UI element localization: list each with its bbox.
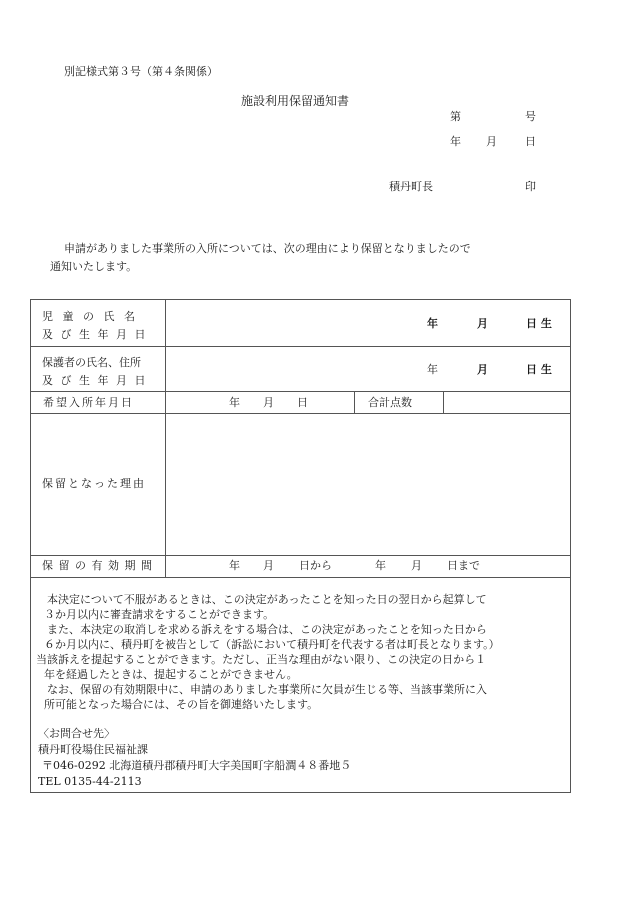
- period-start-day: 日から: [299, 559, 332, 572]
- table-rule: [30, 391, 571, 392]
- period-start-year: 年: [229, 559, 240, 572]
- doc-number-suffix: 号: [525, 110, 536, 123]
- desired-date-label: 希望入所年月日: [43, 396, 134, 409]
- total-score-label: 合計点数: [368, 396, 412, 409]
- child-birth-year: 年: [427, 317, 438, 330]
- reason-label: 保留となった理由: [42, 477, 146, 490]
- issuer-seal: 印: [525, 180, 536, 193]
- table-divider: [443, 391, 444, 413]
- notice-line: ６か月以内に、積丹町を被告として（訴訟において積丹町を代表する者は町長となります。）: [44, 638, 500, 651]
- guardian-birth-day: 日 生: [526, 363, 552, 376]
- table-divider: [165, 299, 166, 577]
- date-month: 月: [486, 135, 497, 148]
- notice-line: ３か月以内に審査請求をすることができます。: [44, 608, 275, 621]
- intro-line-1: 申請がありました事業所の入所については、次の理由により保留となりましたので: [64, 242, 471, 255]
- guardian-birth-year: 年: [427, 363, 438, 376]
- period-end-month: 月: [411, 559, 422, 572]
- child-birth-month: 月: [477, 317, 488, 330]
- contact-block: [38, 726, 351, 790]
- table-rule: [30, 577, 571, 578]
- notice-line: また、本決定の取消しを求める訴えをする場合は、この決定があったことを知った日から: [36, 623, 487, 636]
- table-rule: [30, 346, 571, 347]
- notice-line: なお、保留の有効期限中に、申請のありました事業所に欠員が生じる等、当該事業所に入: [36, 683, 487, 696]
- contact-department: 積丹町役場住民福祉課: [38, 743, 148, 756]
- guardian-birth-month: 月: [477, 363, 488, 376]
- contact-address: 〒046-0292 北海道積丹郡積丹町大字美国町字船澗４８番地５: [42, 759, 352, 772]
- notice-line: 年を経過したときは、提起することができません。: [44, 668, 298, 681]
- notice-line: 当該訴えを提起することができます。ただし、正当な理由がない限り、この決定の日から１: [36, 653, 487, 666]
- notice-line: 所可能となった場合には、その旨を御連絡いたします。: [44, 698, 319, 711]
- issuer-name: 積丹町長: [389, 180, 433, 193]
- desired-month: 月: [263, 396, 274, 409]
- notice-line: 本決定について不服があるときは、この決定があったことを知った日の翌日から起算して: [36, 593, 487, 606]
- date-day: 日: [525, 135, 536, 148]
- desired-day: 日: [297, 396, 308, 409]
- guardian-label: 保護者の氏名、住所: [42, 356, 141, 369]
- child-label: 児 童 の 氏 名: [42, 310, 138, 323]
- guardian-label-2: 及 び 生 年 月 日: [42, 374, 148, 387]
- validity-period-label: 保 留 の 有 効 期 間: [42, 559, 153, 572]
- contact-tel: TEL 0135-44-2113: [38, 775, 142, 788]
- child-label-2: 及 び 生 年 月 日: [42, 328, 148, 341]
- document-title: 施設利用保留通知書: [241, 94, 350, 108]
- notice-text: [36, 592, 566, 712]
- table-rule: [30, 555, 571, 556]
- period-start-month: 月: [263, 559, 274, 572]
- table-rule: [30, 413, 571, 414]
- intro-line-2: 通知いたします。: [50, 260, 138, 273]
- form-number: 別記様式第３号（第４条関係）: [64, 65, 218, 78]
- contact-heading: 〈お問合せ先〉: [38, 727, 115, 740]
- date-year: 年: [450, 135, 461, 148]
- period-end-day: 日まで: [447, 559, 480, 572]
- desired-year: 年: [229, 396, 240, 409]
- doc-number-prefix: 第: [450, 110, 461, 123]
- period-end-year: 年: [375, 559, 386, 572]
- child-birth-day: 日 生: [526, 317, 552, 330]
- table-divider: [354, 391, 355, 413]
